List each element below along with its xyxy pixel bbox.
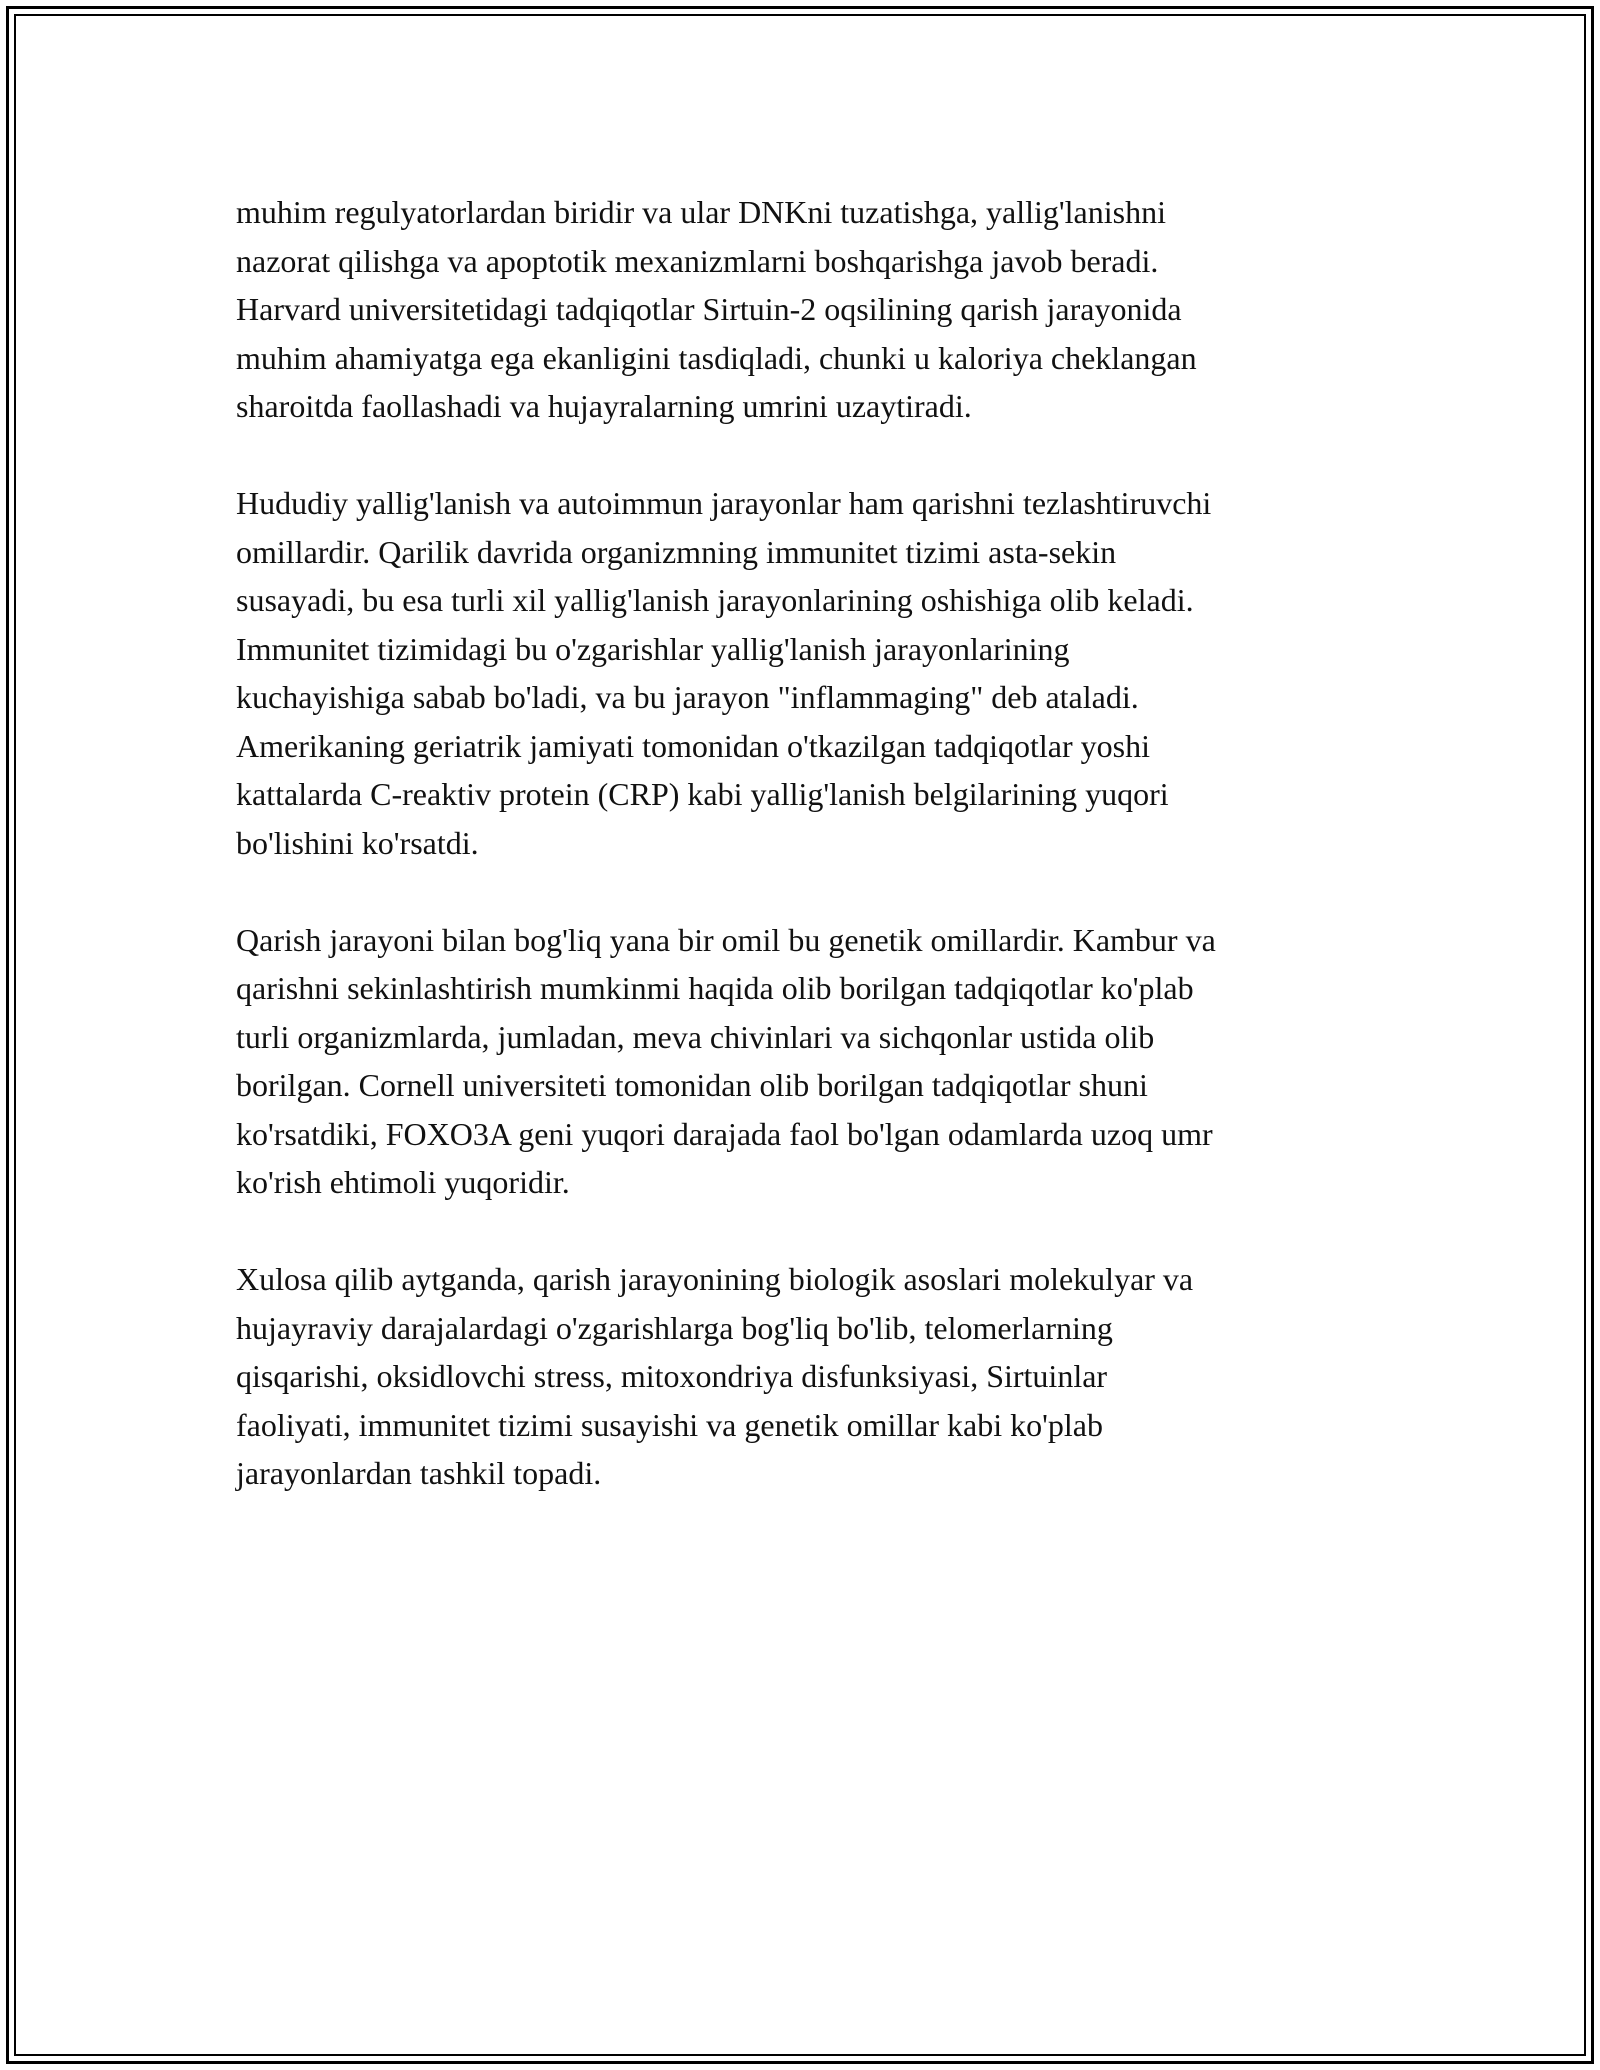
text-line: faoliyati, immunitet tizimi susayishi va genetik omillar kabi ko'plab	[236, 1406, 1103, 1443]
text-line: Amerikaning geriatrik jamiyati tomonidan o'tkazilgan tadqiqotlar yoshi	[236, 727, 1150, 764]
paragraph-2	[236, 479, 1376, 867]
text-line: borilgan. Cornell universiteti tomonidan olib borilgan tadqiqotlar shuni	[236, 1067, 1148, 1103]
text-line: Xulosa qilib aytganda, qarish jarayonining biologik asoslari molekulyar va	[236, 1261, 1194, 1297]
text-line: turli organizmlarda, jumladan, meva chivinlari va sichqonlar ustida olib	[236, 1018, 1155, 1055]
text-line: susayadi, bu esa turli xil yallig'lanish jarayonlarining oshishiga olib keladi.	[236, 582, 1194, 618]
paragraph-4	[236, 1255, 1376, 1498]
text-line: ko'rsatdiki, FOXO3A geni yuqori darajada faol bo'lgan odamlarda uzoq umr	[236, 1115, 1213, 1152]
paragraph-3	[236, 916, 1376, 1207]
paragraph-1	[236, 188, 1376, 431]
text-line: hujayraviy darajalardagi o'zgarishlarga bog'liq bo'lib, telomerlarning	[236, 1309, 1113, 1346]
text-line: nazorat qilishga va apoptotik mexanizmlarni boshqarishga javob beradi.	[236, 242, 1159, 279]
text-line: jarayonlardan tashkil topadi.	[236, 1455, 602, 1491]
text-line: Qarish jarayoni bilan bog'liq yana bir omil bu genetik omillardir. Kambur va	[236, 921, 1216, 958]
document-body	[236, 188, 1376, 1546]
text-line: ko'rish ehtimoli yuqoridir.	[236, 1164, 570, 1200]
text-line: Hududiy yallig'lanish va autoimmun jarayonlar ham qarishni tezlashtiruvchi	[236, 485, 1212, 521]
text-line: sharoitda faollashadi va hujayralarning umrini uzaytiradi.	[236, 388, 972, 424]
text-line: kuchayishiga sabab bo'ladi, va bu jarayon "inflammaging" deb ataladi.	[236, 679, 1139, 715]
text-line: bo'lishini ko'rsatdi.	[236, 824, 479, 861]
text-line: qisqarishi, oksidlovchi stress, mitoxondriya disfunksiyasi, Sirtuinlar	[236, 1358, 1108, 1394]
text-line: kattalarda C-reaktiv protein (CRP) kabi yallig'lanish belgilarining yuqori	[236, 776, 1169, 812]
text-line: omillardir. Qarilik davrida organizmning immunitet tizimi asta-sekin	[236, 533, 1117, 570]
text-line: muhim regulyatorlardan biridir va ular DNKni tuzatishga, yallig'lanishni	[236, 194, 1166, 230]
text-line: Harvard universitetidagi tadqiqotlar Sirtuin-2 oqsilining qarish jarayonida	[236, 291, 1182, 327]
text-line: muhim ahamiyatga ega ekanligini tasdiqladi, chunki u kaloriya cheklangan	[236, 339, 1197, 376]
text-line: Immunitet tizimidagi bu o'zgarishlar yallig'lanish jarayonlarining	[236, 630, 1070, 667]
text-line: qarishni sekinlashtirish mumkinmi haqida olib borilgan tadqiqotlar ko'plab	[236, 970, 1194, 1006]
